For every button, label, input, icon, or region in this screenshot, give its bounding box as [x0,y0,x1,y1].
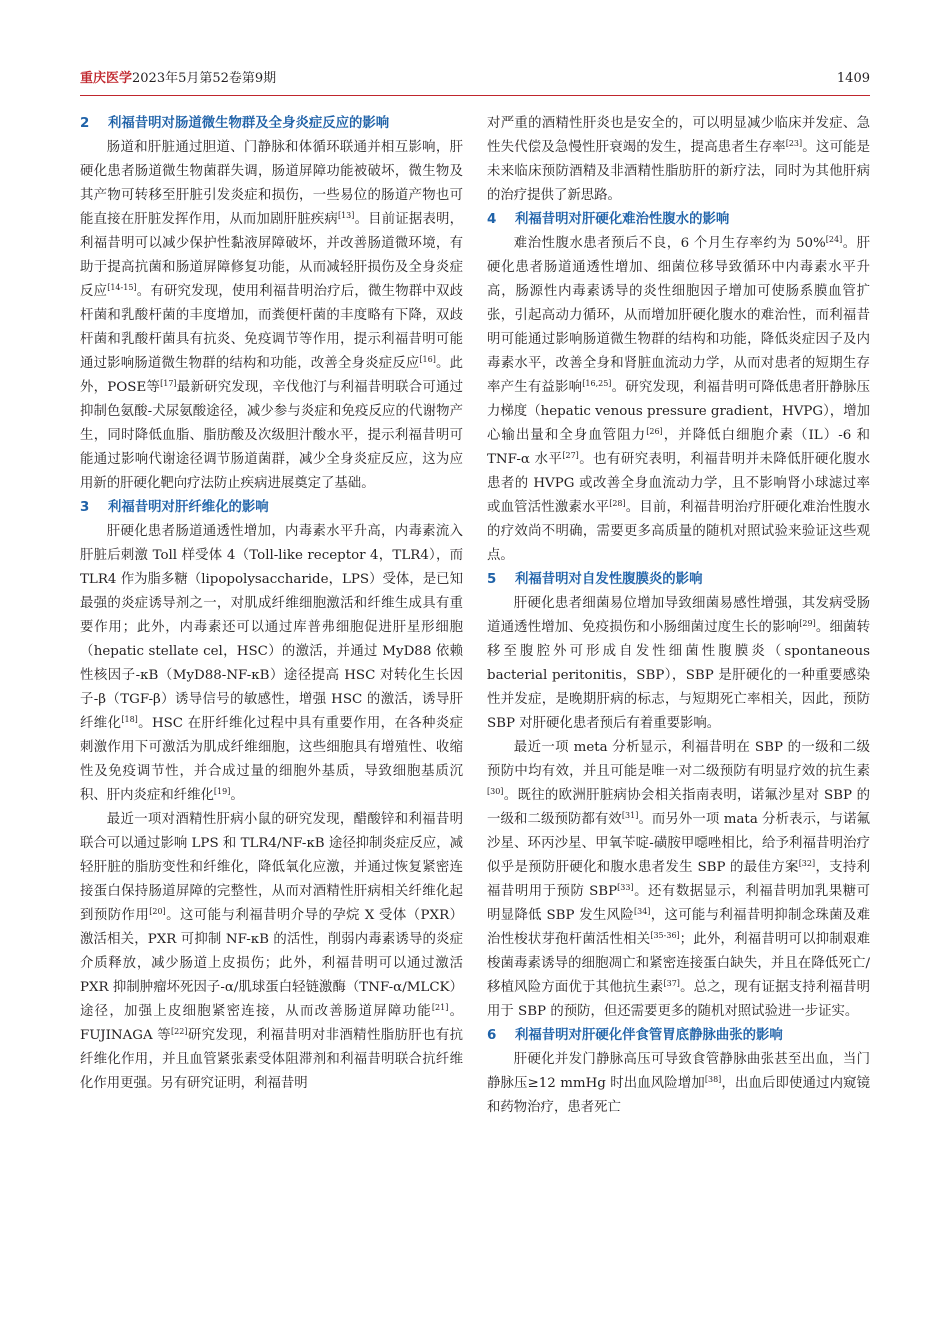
citation-ref: [31] [621,811,639,820]
paragraph-text: 。肝硬化患者肠道通透性增加、细菌位移导致循环中内毒素水平升高，肠源性内毒素诱导的炎性细胞因子增加可使肠系膜血管扩张，引起高动力循环，从而增加肝硬化腹水的难治性，而利福昔明可能通过影响肠道微生物群的结构和功能，降低炎症因子及内毒素水平，改善全身和肾脏血流动力学，从而对患者的短期生存率产生有益影响 [487,236,871,395]
section-number: 5 [487,572,497,587]
paragraph-text: 。也有研究表明，利福昔明并未降低肝硬化腹水患者的 HVPG 或改善全身血流动力学，且不影响肾小球滤过率或血管活性激素水平 [487,452,870,515]
page-number: 1409 [836,71,870,86]
left-column [80,112,463,1096]
citation-ref: [19] [213,787,231,796]
citation-ref: [29] [799,619,816,628]
paragraph-text: 。这可能与利福昔明介导的孕烷 X 受体（PXR）激活相关，PXR 可抑制 NF-κB 的活性，削弱内毒素诱导的炎症介质释放，减少肠道上皮损伤；此外，利福昔明可以通过激活 PXR 抑制肿瘤坏死因子-α/肌球蛋白轻链激酶（TNF-α/MLCK）途径，加强上皮细胞紧密连接，从而改善肠道屏障功能 [80,908,464,1019]
section [487,568,870,1024]
paragraph-text: 。总之，现有证据支持利福昔明用于 SBP 的预防，但还需要更多的随机对照试验进一步证实。 [487,980,870,1019]
paragraph-text: 最新研究发现，辛伐他汀与利福昔明联合可通过抑制色氨酸-犬尿氨酸途径，减少参与炎症和免疫反应的代谢物产生，同时降低血脂、脂肪酸及次级胆汁酸水平，提示利福昔明可能通过影响代谢途径调节肠道菌群，减少全身炎症反应，这为应用新的肝硬化靶向疗法防止疾病进展奠定了基础。 [80,380,464,491]
citation-ref: [37] [663,979,680,988]
section-title: 利福昔明对肝硬化伴食管胃底静脉曲张的影响 [515,1028,783,1043]
citation-ref: [38] [704,1075,722,1084]
paragraph-text: 。既往的欧洲肝脏病协会相关指南表明，诺氟沙星对 SBP 的一级和二级预防都有效 [487,788,870,827]
header-divider [80,95,870,96]
paragraph-text: 。这可能是未来临床预防酒精及非酒精性脂肪肝的新疗法，同时为其他肝病的治疗提供了新思路。 [487,140,871,203]
citation-ref: [26] [646,427,663,436]
citation-ref: [33] [617,883,634,892]
paragraph-text: 对严重的酒精性肝炎也是安全的，可以明显减少临床并发症、急性失代偿及急慢性肝衰竭的发生，提高患者生存率 [487,116,870,155]
citation-ref: [23] [785,139,803,148]
paragraph-text: 肠道和肝脏通过胆道、门静脉和体循环联通并相互影响，肝硬化患者肠道微生物菌群失调，肠道屏障功能被破坏，微生物及其产物可转移至肝脏引发炎症和损伤，一些易位的肠道产物也可能直接在肝脏发挥作用，从而加剧肝脏疾病 [80,140,463,227]
section-heading [487,1024,870,1048]
section-number: 2 [80,116,90,131]
citation-ref: [18] [121,715,138,724]
citation-ref: [28] [609,499,626,508]
section-number: 6 [487,1028,497,1043]
paragraph-text: 。细菌转移至腹腔外可形成自发性细菌性腹膜炎（spontaneous bacterial peritonitis，SBP），SBP 是肝硬化的一种重要感染性并发症，是晚期肝病的标志，与短期死亡率相关，因此，预防 SBP 对肝硬化患者预后有着重要影响。 [487,620,871,731]
citation-ref: [16,25] [582,379,612,388]
paragraph-text: 。 [230,788,244,803]
paragraph-text: ，支持利福昔明用于预防 SBP [487,860,871,899]
section-number: 3 [80,500,90,515]
citation-ref: [27] [562,451,579,460]
body-paragraph [487,1048,870,1120]
paragraph-text: 研究发现，利福昔明对非酒精性脂肪肝也有抗纤维化作用，并且血管紧张素受体阻滞剂和利福昔明联合抗纤维化作用更强。另有研究证明，利福昔明 [80,1028,463,1091]
paragraph-text: 最近一项 meta 分析显示，利福昔明在 SBP 的一级和二级预防中均有效，并且可能是唯一对二级预防有明显疗效的抗生素 [487,740,870,779]
citation-ref: [35-36] [650,931,680,940]
paragraph-text: 。研究发现，利福昔明可降低患者肝静脉压力梯度（hepatic venous pressure gradient，HVPG），增加心输出量和全身血管阻力 [487,380,870,443]
paragraph-text: 。还有数据显示，利福昔明加乳果糖可明显降低 SBP 发生风险 [487,884,871,923]
section-title: 利福昔明对肝纤维化的影响 [108,500,269,515]
citation-ref: [20] [149,907,166,916]
issue-info: 2023年5月第52卷第9期 [132,71,277,86]
citation-ref: [30] [487,787,504,796]
paragraph-text: 。FUJINAGA 等 [80,1004,464,1043]
section [80,112,463,496]
body-paragraph [80,808,463,1096]
section-number: 4 [487,212,497,227]
section [487,1024,870,1120]
paragraph-text: 。目前证据表明，利福昔明可以减少保护性黏液屏障破坏，并改善肠道微环境，有助于提高抗菌和肠道屏障修复功能，从而减轻肝损伤及全身炎症反应 [80,212,464,299]
body-paragraph [487,112,870,208]
paragraph-text: 难治性腹水患者预后不良，6 个月生存率约为 50% [513,236,826,251]
paragraph-text: 最近一项对酒精性肝病小鼠的研究发现，醋酸锌和利福昔明联合可以通过影响 LPS 和 TLR4/NF-κB 途径抑制炎症反应，减轻肝脏的脂肪变性和纤维化，降低氧化应激，并通过恢复紧密连接蛋白保持肠道屏障的完整性，从而对酒精性肝病相关纤维化起到预防作用 [80,812,463,923]
citation-ref: [13] [337,211,355,220]
citation-ref: [32] [798,859,816,868]
paragraph-text: ，这可能与利福昔明抑制念珠菌及难治性梭状芽孢杆菌活性相关 [487,908,870,947]
body-paragraph [487,232,870,568]
right-column [487,112,870,1120]
citation-ref: [21] [431,1003,449,1012]
journal-name: 重庆医学 [80,71,133,86]
paragraph-text: 。HSC 在肝纤维化过程中具有重要作用，在各种炎症刺激作用下可激活为肌成纤维细胞，这些细胞具有增殖性、收缩性及免疫调节性，并合成过量的细胞外基质，导致细胞基质沉积、肝内炎症和纤维化 [80,716,463,803]
paragraph-text: 肝硬化并发门静脉高压可导致食管静脉曲张甚至出血，当门静脉压≥12 mmHg 时出血风险增加 [487,1052,870,1091]
paragraph-text: ；此外，利福昔明可以抑制艰难梭菌毒素诱导的细胞凋亡和紧密连接蛋白缺失，并且在降低死亡/移植风险方面优于其他抗生素 [487,932,871,995]
section-title: 利福昔明对自发性腹膜炎的影响 [515,572,703,587]
section-title: 利福昔明对肠道微生物群及全身炎症反应的影响 [108,116,390,131]
citation-ref: [16] [419,355,436,364]
section-heading [80,496,463,520]
section-heading [80,112,463,136]
section [487,112,870,208]
paragraph-text: ，并降低白细胞介素（IL）-6 和 TNF-α 水平 [487,428,871,467]
section-title: 利福昔明对肝硬化难治性腹水的影响 [515,212,730,227]
citation-ref: [34] [634,907,651,916]
paragraph-text: 肝硬化患者肠道通透性增加，内毒素水平升高，内毒素流入肝脏后刺激 Toll 样受体 4（Toll-like receptor 4，TLR4），而 TLR4 作为脂多糖（lipopolysaccharide，LPS）受体，是已知最强的炎症诱导剂之一，对肌成纤维细胞激活和纤维生成具有重要作用；此外，内毒素还可以通过库普弗细胞促进肝星形细胞（hepatic stellate cel，HSC）的激活，并通过 MyD88 依赖性核因子-κB（MyD88-NF-κB）途径提高 HSC 对转化生长因子-β（TGF-β）诱导信号的敏感性，增强 HSC 的激活，诱导肝纤维化 [80,524,463,731]
paragraph-text: 。而另外一项 mata 分析表示，与诺氟沙星、环丙沙星、甲氧苄啶-磺胺甲噁唑相比，给予利福昔明治疗似乎是预防肝硬化和腹水患者发生 SBP 的最佳方案 [487,812,870,875]
body-paragraph [80,136,463,496]
citation-ref: [17] [160,379,177,388]
body-paragraph [487,736,870,1024]
paragraph-text: 。有研究发现，使用利福昔明治疗后，微生物群中双歧杆菌和乳酸杆菌的丰度增加，而粪便杆菌的丰度略有下降，双歧杆菌和乳酸杆菌具有抗炎、免疫调节等作用，提示利福昔明可能通过影响肠道微生物群的结构和功能，改善全身炎症反应 [80,284,464,371]
citation-ref: [22] [171,1027,188,1036]
paragraph-text: ，出血后即使通过内窥镜和药物治疗，患者死亡 [487,1076,871,1115]
section-heading [487,208,870,232]
paragraph-text: 。此外，POSE等 [80,356,464,395]
paragraph-text: 肝硬化患者细菌易位增加导致细菌易感性增强，其发病受肠道通透性增加、免疫损伤和小肠细菌过度生长的影响 [487,596,870,635]
paragraph-text: 。目前，利福昔明治疗肝硬化难治性腹水的疗效尚不明确，需要更多高质量的随机对照试验来验证这些观点。 [487,500,871,563]
body-paragraph [80,520,463,808]
citation-ref: [14-15] [107,283,137,292]
section [487,208,870,568]
section-heading [487,568,870,592]
citation-ref: [24] [825,235,843,244]
body-paragraph [487,592,870,736]
section [80,496,463,1096]
running-header [80,68,870,90]
